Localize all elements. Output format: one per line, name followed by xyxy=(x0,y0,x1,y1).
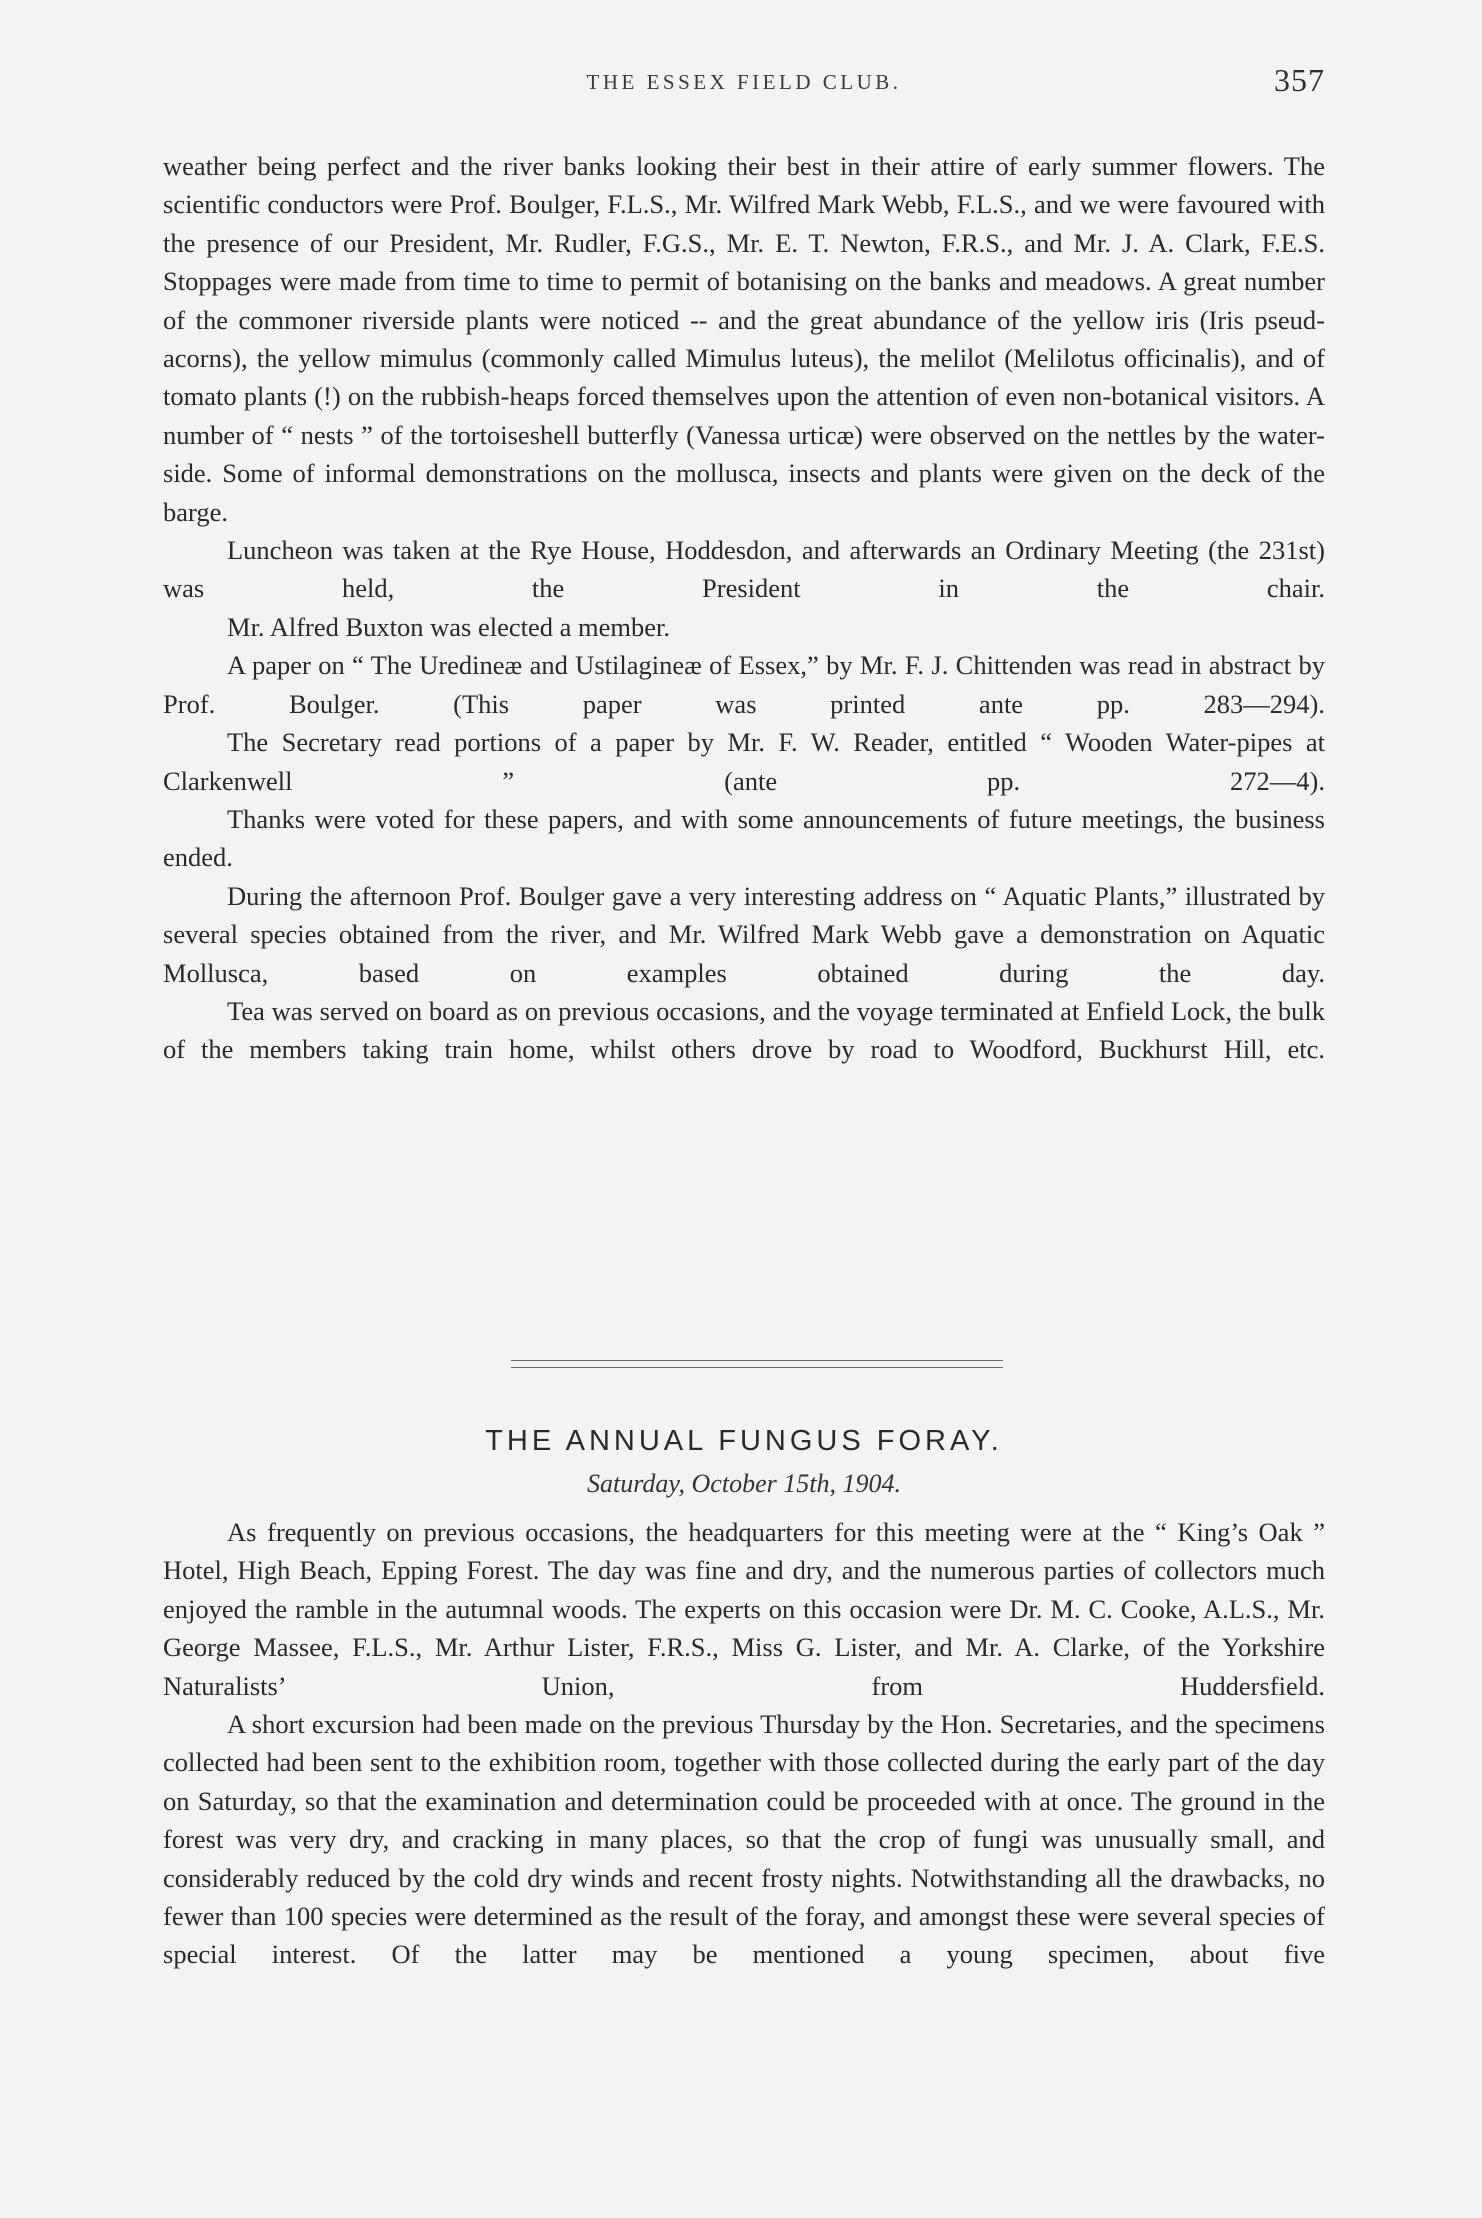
paragraph-tea: Tea was served on board as on previous occasions, and the voyage terminated at Enfield Lock, the bulk of the members taking train home, whilst others drove by road to Woodford, Buckhurst Hill, etc. xyxy=(163,995,1325,1065)
paragraph-headquarters: As frequently on previous occasions, the headquarters for this meeting were at the “ King’s Oak ” Hotel, High Beach, Epping Forest. The day was fine and dry, and the numerous parties of collectors much enjoyed the ramble in the autumnal woods. The experts on this occasion were Dr. M. C. Cooke, A.L.S., Mr. George Massee, F.L.S., Mr. Arthur Lister, F.R.S., Miss G. Lister, and Mr. A. Clarke, of the Yorkshire Naturalists’ Union, from Huddersfield. xyxy=(163,1517,1325,1701)
paragraph-luncheon: Luncheon was taken at the Rye House, Hoddesdon, and afterwards an Ordinary Meeting (the 231st) was held, the President in the chair. xyxy=(163,535,1325,604)
paragraph-uredineae-paper: A paper on “ The Uredineæ and Ustilagineæ of Essex,” by Mr. F. J. Chittenden was read in abstract by Prof. Boulger. (This paper was printed ante pp. 283—294). xyxy=(163,650,1325,719)
page-number: 357 xyxy=(1274,62,1325,98)
section-title: THE ANNUAL FUNGUS FORAY. xyxy=(485,1425,1003,1457)
section-divider xyxy=(511,1360,1003,1368)
paragraph-thanks: Thanks were voted for these papers, and with some announcements of future meetings, the business ended. xyxy=(163,803,1325,873)
paragraph-weather: weather being perfect and the river banks looking their best in their attire of early summer flowers. The scientific conductors were Prof. Boulger, F.L.S., Mr. Wilfred Mark Webb, F.L.S., and we were favoured with the presence of our President, Mr. Rudler, F.G.S., Mr. E. T. Newton, F.R.S., and Mr. J. A. Clark, F.E.S. Stoppages were made from time to time to permit of botanising on the banks and meadows. A great number of the commoner riverside plants were noticed -- and the great abundance of the yellow iris (Iris pseud-acorns), the yellow mimulus (commonly called Mimulus luteus), the melilot (Melilotus officinalis), and of tomato plants (!) on the rubbish-heaps forced themselves upon the attention of even non-botanical visitors. A number of “ nests ” of the tortoiseshell butterfly (Vanessa urticæ) were observed on the nettles by the water-side. Some of informal demonstrations on the mollusca, insects and plants were given on the deck of the barge. xyxy=(163,151,1325,527)
paragraph-short-excursion: A short excursion had been made on the previous Thursday by the Hon. Secretaries, and the specimens collected had been sent to the exhibition room, together with those collected during the early part of the day on Saturday, so that the examination and determination could be proceeded with at once. The ground in the forest was very dry, and cracking in many places, so that the crop of fungi was unusually small, and considerably reduced by the cold dry winds and recent frosty nights. Notwithstanding all the drawbacks, no fewer than 100 species were determined as the result of the foray, and amongst these were several species of special interest. Of the latter may be mentioned a young specimen, about five xyxy=(163,1709,1325,1970)
paragraph-water-pipes-paper: The Secretary read portions of a paper by Mr. F. W. Reader, entitled “ Wooden Water-pipes at Clarkenwell ” (ante pp. 272—4). xyxy=(163,727,1325,796)
excursion-report xyxy=(163,147,1325,1069)
fungus-foray-report xyxy=(163,1513,1325,1974)
paragraph-afternoon: During the afternoon Prof. Boulger gave a very interesting address on “ Aquatic Plants,” illustrated by several species obtained from the river, and Mr. Wilfred Mark Webb gave a demonstration on Aquatic Mollusca, based on examples obtained during the day. xyxy=(163,880,1325,988)
running-head xyxy=(163,62,1325,106)
section-date: Saturday, October 15th, 1904. xyxy=(587,1469,901,1498)
paragraph-new-member: Mr. Alfred Buxton was elected a member. xyxy=(227,611,671,642)
running-title: THE ESSEX FIELD CLUB. xyxy=(586,70,902,94)
